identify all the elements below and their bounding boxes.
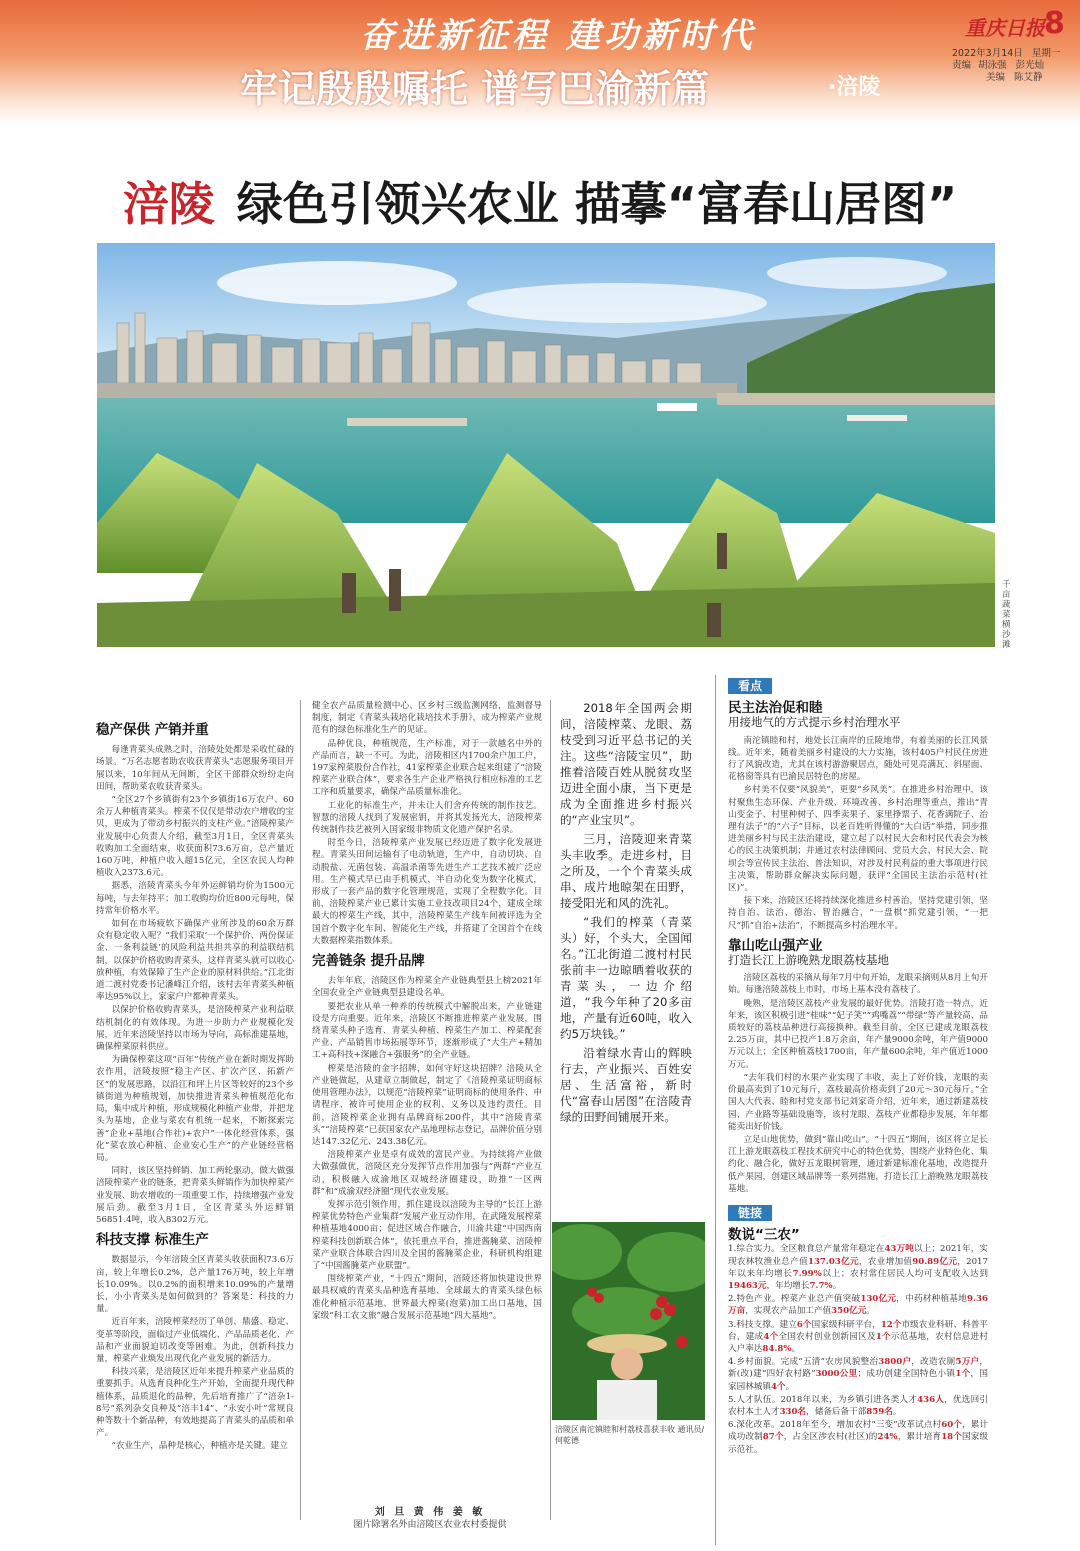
headline-location: 涪陵 <box>122 177 215 231</box>
date: 2022年3月14日 <box>952 48 1023 59</box>
stat-text: 5.人才队伍。2018年以来，为乡镇引进各类人才 <box>728 1394 918 1405</box>
section-tag: 链接 <box>728 1205 772 1221</box>
stat-text: ，改造农厕 <box>911 1357 956 1368</box>
intro-block <box>560 700 692 1128</box>
paragraph: 榨菜是涪陵的金字招牌，如何守好这块招牌？涪陵从全产业链做起，从建章立制做起，制定了《涪陵榨菜证明商标使用管理办法》，以规范“涪陵榨菜”证明商标的使用条件、申请程序、被许可使用企业的权利、义务以及违约责任。目前，涪陵榨菜企业拥有品牌商标200件，其中“涪陵青菜头”“涪陵榨菜”已获国家农产品地理标志登记，品牌价值分别达147.32亿元、243.38亿元。 <box>312 1063 542 1147</box>
stat-text: 。 <box>785 1381 795 1392</box>
headline-title: 绿色引领兴农业 描摹“富春山居图” <box>236 177 958 231</box>
subsection-title: 民主法治促和睦 <box>728 700 823 717</box>
paragraph: “我们的榨菜（青菜头）好，个头大，全国闻名。”江北街道二渡村村民张前丰一边晾晒着收获的青菜头，一边介绍道，“我今年种了20多亩地，产量有近60吨，收入约5万块钱。” <box>560 915 692 1041</box>
stat-value: 137.03亿元 <box>807 1256 859 1267</box>
stat-text: 以上；农村常住居民人均可支配收入达到 <box>821 1268 988 1279</box>
stat-item <box>728 1394 988 1418</box>
stat-text: 。 <box>832 1280 842 1291</box>
paragraph: 工业化的标准生产，并未让人们舍弃传统的制作技艺。智慧的涪陵人找到了发展密钥，并将其发扬光大，涪陵榨菜传统制作技艺被列入国家级非物质文化遗产保护名录。 <box>312 800 542 836</box>
paragraph: 要把农业从单一种养的传统模式中解脱出来，产业链建设是方向重要。近年来，涪陵区不断推进榨菜产业发展，围绕青菜头种子选育、青菜头种植、榨菜生产加工、榨菜配套产业、产品销售市场拓展等环节，逐渐形成了“大生产+精加工+高科技+深融合+强服务”的全产业链。 <box>312 1001 542 1061</box>
series-location: ·涪陵 <box>828 75 881 100</box>
stat-item <box>728 1243 988 1292</box>
column-divider <box>550 700 551 1520</box>
right-column <box>728 678 988 1457</box>
stat-value: 130亿元 <box>860 1294 897 1305</box>
stat-text: 。 <box>791 1343 801 1354</box>
left-column <box>96 716 294 1454</box>
stat-text: ，2017年以来年均增长 <box>728 1256 988 1279</box>
paragraph: 立足山地优势，做到“靠山吃山”。“十四五”期间，该区将立足长江上游龙眼荔枝工程技术研究中心的特色优势，围绕产业特色化、集约化、融合化，做好五龙眼树管理，通过新建标准化基地，改造提升低产果园，创建区域品牌等一系列措施，打造长江上游晚熟龙眼荔枝基地。 <box>728 1134 988 1194</box>
column-divider <box>300 700 301 1520</box>
paragraph: 晚熟，是涪陵区荔枝产业发展的最好优势。涪陵打造一特点，近年来，该区积极引进“桂味”“妃子笑”“鸡嘴荔”“带绿”等产量较高、品质较好的荔枝品种进行高接换种。截至目前，全区已建成龙眼荔枝2.25万亩，其中已投产1.8万余亩，年产量9000余吨，年产值9000万元以上；全区种植荔枝1700亩，年产量600余吨，年产值近1000万元。 <box>728 998 988 1070</box>
stat-value: 19463元 <box>728 1280 767 1291</box>
stat-text: ，累计成功改制 <box>728 1420 988 1443</box>
stat-item <box>728 1356 988 1393</box>
stat-text: ，实现农产品加工产值 <box>745 1306 832 1317</box>
editor-label: 责编 <box>952 60 972 71</box>
stat-text: ，储备后备干部 <box>806 1406 867 1417</box>
stat-value: 5万户 <box>955 1357 980 1368</box>
paragraph: 如何在市场疲软下确保产业所涉及的60余万群众有稳定收入呢？“我们采取‘一个保护价、两份保证金、一条利益链’的风险利益共担共享的利益联结机制，以保护价格收购青菜头，这样青菜头就可以收心放种植，有效保障了生产企业的原材料供给。”江北街道二渡村党委书记潘峰江介绍，该村去年青菜头种植率达95%以上，家家户户都种青菜头。 <box>96 919 294 1003</box>
stat-text: ，累计培育 <box>897 1432 942 1443</box>
stat-text: 全国农村创业创新园区及 <box>778 1331 876 1342</box>
stat-value: 6个 <box>796 1319 812 1330</box>
weekday: 星期一 <box>1031 48 1061 59</box>
paragraph: 科技兴菜，是涪陵区近年来提升榨菜产业品质的重要抓手。从选育良种化生产开始，全面提升现代种植体系，品质退化的品种，先后培育推广了“涪杂1-8号”系列杂交良种及“涪丰14”、“永安小叶”常规良种等数十个新品种，有效地提高了青菜头的品质和单产。 <box>96 1367 294 1439</box>
editor-name: 胡泳强 <box>978 60 1007 71</box>
stat-text: 6.深化改革。2018年至今，增加农村“三变”改革试点村 <box>728 1420 942 1431</box>
section-title: 稳产保供 产销并重 <box>96 722 209 738</box>
stat-value: 84.8% <box>762 1343 792 1354</box>
stat-value: 859名 <box>866 1406 893 1417</box>
stat-value: 90.89亿元 <box>912 1256 958 1267</box>
main-photo <box>97 243 995 647</box>
stat-value: 12个 <box>880 1319 902 1330</box>
stat-text: ，优选回引农村本土人才 <box>728 1394 988 1417</box>
paragraph: 三月，涪陵迎来青菜头丰收季。走进乡村，目之所及，一个个青菜头成串、成片地晾架在田野，接受阳光和风的洗礼。 <box>560 832 692 910</box>
stat-text: ，国家园林城镇 <box>728 1369 988 1392</box>
paragraph: 以保护价格收购青菜头，是涪陵榨菜产业利益联结机制化的有效体现。为进一步助力产业规模化发展，近年来涪陵坚持以市场为导向，高标准建基地，确保榨菜原料供应。 <box>96 1005 294 1053</box>
section-title: 科技支撑 标准生产 <box>96 1232 209 1249</box>
stat-item <box>728 1419 988 1456</box>
stat-value: 18个 <box>941 1432 962 1443</box>
stat-text: 4.乡村面貌。完成“五清”农房风貌整治 <box>728 1357 879 1368</box>
paragraph: 围绕榨菜产业，“十四五”期间，涪陵还将加快建设世界最具权威的青菜头品种选育基地、全球最大的青菜头绿色标准化种植示范基地、世界最大榨菜(泡菜)加工出口基地，国家级“科工农文旅”融合发展示范基地“四大基地”。 <box>312 1274 542 1321</box>
stat-value: 9.36万亩 <box>728 1294 988 1317</box>
paragraph: 健全农产品质量检测中心、区乡村三级监测网络，监测督导制度，制定《青菜头栽培化栽培技术手册》，成为榨菜产业规范有的绿色标准化生产的见证。 <box>312 701 542 736</box>
stat-value: 1个 <box>955 1369 971 1380</box>
stat-text: ，占全区涉农村(社区)的 <box>783 1432 878 1443</box>
stat-value: 436人 <box>917 1394 945 1405</box>
paragraph: “去年我们村的水果产业实现了丰收，卖上了好价钱，龙眼的卖价最高卖到了10元每斤，荔枝最高价格卖到了20元～30元每斤。”全国人大代表、睦和村党支部书记刘家奇介绍，近年来，通过新建荔枝园、产业路等基础设施等，该村龙眼、荔枝产业都稳步发展，年年都能卖出好价钱。 <box>728 1072 988 1132</box>
paragraph: “全区27个乡镇街有23个乡镇街16万农户、60余万人种植青菜头。榨菜不仅仅是带动农户增收的宝贝，更成为了带动乡村振兴的支柱产业。”涪陵榨菜产业发展中心负责人介绍，截至3月1日，全区青菜头收购加工全面结束，收获面积73.6万亩，总产量近160万吨，种植户收入超15亿元，全区农民人均种植收入2373.6元。 <box>96 795 294 879</box>
stat-text: 国家级科研平台， <box>811 1319 881 1330</box>
stat-value: 1个 <box>875 1331 891 1342</box>
stat-value: 330名 <box>779 1406 807 1417</box>
designer-name: 陈艾静 <box>1014 72 1043 83</box>
photo-caption: 千亩蔬菜横沙滩 <box>1002 580 1011 650</box>
stat-text: ，中药材种植基地 <box>896 1294 968 1305</box>
stat-value: 7.99% <box>792 1268 822 1279</box>
subsection-title: 靠山吃山强产业 <box>728 937 823 954</box>
series-title: 牢记殷殷嘱托 谱写巴渝新篇 <box>240 67 710 111</box>
paragraph: 近百年来，涪陵榨菜经历了单创、鼎盛、稳定、变革等阶段，面临过产业低端化、产品品质老化、产品和产业面貌迫切改变等困难。为此，创新科技力量，榨菜产业焕发出现代化产业发展的新活力。 <box>96 1317 294 1364</box>
author-names: 刘 旦 黄 伟 姜 敏 <box>374 1507 486 1518</box>
stat-text: ，农业增加值 <box>858 1256 913 1267</box>
riverside-vegetable-scene <box>97 243 995 647</box>
paragraph: “农业生产，品种是核心，种植亦是关键。建立 <box>111 1441 288 1452</box>
stat-value: 3000公里 <box>815 1369 858 1380</box>
subsection-subtitle: 用接地气的方式提示乡村治理水平 <box>728 715 901 730</box>
paragraph: 发挥示范引领作用，抓住建设以涪陵为主导的“长江上游榨菜优势特色产业集群”发展产业互动作用，在武隆发展榨菜种植基地4000亩；促进区域合作融合，川渝共建“中国西南榨菜科技创新联合体”，依托重点平台，推进酱腌菜、涪陵榨菜产业联合体联合四川及全国的酱腌菜企业，科研机构组建了“中国酱腌菜产业联盟”。 <box>312 1199 542 1271</box>
stat-value: 60个 <box>941 1420 962 1431</box>
lychee-caption: 涪陵区南沱镇睦和村荔枝喜获丰收 通讯员/何乾德 <box>555 1425 705 1445</box>
stat-value: 3800户 <box>878 1357 912 1368</box>
editor-name: 彭光灿 <box>1015 60 1045 71</box>
stat-text: 市级农业科研、科普平台，建成 <box>728 1319 988 1342</box>
paragraph: 涪陵区荔枝的采摘从每年7月中旬开始，龙眼采摘则从8月上旬开始。每逢涪陵荔枝上市时，市场上基本没有荔枝了。 <box>728 973 988 996</box>
paragraph: 沿着绿水青山的辉映行去，产业振兴、百姓安居、生活富裕，新时代“富春山居图”在涪陵青绿的田野间铺展开来。 <box>560 1046 692 1124</box>
paragraph: 涪陵榨菜产业是卓有成效的富民产业。为持续将产业做大做强做优，涪陵区充分发挥节点作用加强与“两群”产业互动，积极融入成渝地区双城经济圈建设，助推“一区两群”和“成渝双经济圈”现代农业发展。 <box>312 1150 542 1197</box>
stat-text: 。 <box>866 1306 875 1317</box>
stat-text: 示范基地，农村信息进村入户率达 <box>728 1331 988 1354</box>
paragraph: 同时，该区坚持鲜销、加工两轮驱动，做大做强涪陵榨菜产业的链条，把青菜头鲜销作为加快榨菜产业发展、助农增收的一项重要工作，持续增强产业发展后劲。截至3月1日，全区青菜头外运鲜销56851.4吨，收入8302万元。 <box>96 1166 294 1225</box>
stat-item <box>728 1293 988 1317</box>
paragraph: 为确保榨菜这项“百年”传统产业在新时期发挥助农作用，涪陵按照“稳主产区、扩次产区、拓新产区”的发展思路，以沿江和坪上片区等较好的23个乡镇街道为种植规划，加快推进青菜头种植规范化布局，集中成片种植，形成规模化种植产业带，并把龙头为基地，企业与菜农有机统一起来，不断探索完善“企业+基地(合作社)+农户”一体化经营体系，强化“菜农放心种植、企业安心生产”的产业链经营格局。 <box>96 1055 294 1163</box>
byline <box>320 1506 540 1532</box>
stat-text: 国家级示范社。 <box>728 1432 988 1455</box>
middle-column <box>312 700 542 1323</box>
stat-text: ，新(改)建“四好农村路” <box>728 1357 988 1380</box>
stat-text: 以上；2021年，实现农林牧渔业总产值 <box>728 1244 989 1267</box>
stat-text: ，年均增长 <box>766 1280 810 1291</box>
headline <box>0 168 1080 234</box>
stat-text: 3.科技支撑。建立 <box>728 1319 797 1330</box>
paragraph: 乡村美不仅要“风貌美”，更要“乡风美”。在推进乡村治理中，该村聚焦生态环保、产业升级、环境改善、乡村治理等重点，推出“青山变金子、村里种树子、四季卖果子、家里挣票子、花香满院子、治理有法子”的“六子”目标，以老百姓听得懂的“大白话”举措，同步推进美丽乡村与民主法治建设，建立起了以村民大会和村民代表会为核心的民主决策机制；并通过农村法律顾问、党员大会、村民大会、院坝会等宣传民主法治、普法知识，对涉及村民利益的重大事项进行民主决策，帮助群众解决实际问题，获评“全国民主法治示范村(社区)”。 <box>728 785 988 894</box>
paragraph: 数据显示，今年涪陵全区青菜头收获面积73.6万亩，较上年增长0.2%，总产量176万吨，较上年增长10.09%。以0.2%的面积增来10.09%的产量增长，小小青菜头是如何做到的？答案是：科技的力量。 <box>96 1255 294 1315</box>
stat-text: 2.特色产业。榨菜产业总产值突破 <box>728 1294 861 1305</box>
lychee-photo <box>552 1222 705 1420</box>
paragraph: 时至今日，涪陵榨菜产业发展已经迈进了数字化发展进程。青菜头田间运输有了电动轨道，生产中，自动切块、自动脱盐、无菌包装、高温杀菌等先进生产工艺技术被广泛应用。生产模式早已由手机模式、半自动化变为数字化模式，形成了一套产品的数字化管理规范，实现了全程数字化。目前，涪陵榨菜产业已累计实施工业技改项目24个，建成全球最大的榨菜生产线，其中，涪陵榨菜生产线车间被评选为全国首个数字化车间、智能化生产线，并搭建了全国首个在线大数据榨菜指数体系。 <box>312 838 542 946</box>
stat-list <box>728 1243 988 1455</box>
photo-credit: 图片除署名外由涪陵区农业农村委提供 <box>353 1520 507 1530</box>
stat-value: 43万吨 <box>884 1244 914 1255</box>
section-title: 完善链条 提升品牌 <box>312 953 425 970</box>
stat-text: ；成功创建全国特色小镇 <box>857 1369 956 1380</box>
stat-text: 1.综合实力。全区粮食总产量常年稳定在 <box>728 1244 885 1255</box>
slogan: 奋进新征程 建功新时代 <box>360 16 756 56</box>
stat-value: 4个 <box>763 1331 779 1342</box>
paragraph: 据悉，涪陵青菜头今年外运鲜销均价为1500元每吨，与去年持平；加工收购均价近800元每吨，保持常年价格水平。 <box>96 881 294 916</box>
paragraph: 品种优良，种植规范，生产标准，对于一款越名中外的产品而言，缺一不可。为此，涪陵相区内1700余户加工户，197家榨菜股份合作社，41家榨菜企业联合起来组建了“涪陵榨菜产业联合体”，要求各生产企业严格执行相应标准的工艺工序和质量要求，确保产品质量标准化。 <box>312 738 542 798</box>
paragraph: 2018年全国两会期间，涪陵榨菜、龙眼、荔枝受到习近平总书记的关注。这些“涪陵宝贝”，助推着涪陵百姓从脱贫攻坚迈进全面小康，当下更是成为全面推进乡村振兴的“产业宝贝”。 <box>560 701 692 827</box>
subsection-subtitle: 打造长江上游晚熟龙眼荔枝基地 <box>728 953 889 968</box>
issue-date <box>952 48 1060 84</box>
stat-value: 87个 <box>762 1432 784 1443</box>
stat-value: 4个 <box>770 1381 786 1392</box>
page-number: 8 <box>1044 6 1065 41</box>
box-title: 数说“三农” <box>728 1227 800 1244</box>
stat-value: 24% <box>877 1432 898 1443</box>
stat-value: 7.7% <box>809 1280 833 1291</box>
paragraph: 接下来，涪陵区还将持续深化推进乡村善治，坚持党建引领，坚持自治、法治、德治、智治融合，“一盘棋”抓党建引领，“一把尺”抓“自治+法治”，不断提高乡村治理水平。 <box>728 896 988 931</box>
paragraph: 去年年底，涪陵区作为榨菜全产业链典型县上榜2021年全国农业全产业链典型县建设名单。 <box>312 976 542 999</box>
stat-item <box>728 1319 988 1356</box>
stat-value: 350亿元 <box>831 1306 867 1317</box>
designer-label: 美编 <box>986 72 1006 83</box>
lychee-harvest-scene <box>552 1222 705 1420</box>
section-tag: 看点 <box>728 678 772 694</box>
column-divider <box>715 675 716 1545</box>
paragraph: 南沱镇睦和村，地处长江南岸的丘陵地带，有着美丽的长江风景线。近年来，随着美丽乡村建设的大力实施，该村405户村民住房进行了风貌改造，尤其在该村游游聚居点，随处可见亮满瓦、斜屋面、花格窗等具有巴渝民居特色的房屋。 <box>728 735 988 783</box>
newspaper-name: 重庆日报 <box>965 16 1045 40</box>
paragraph: 每逢青菜头成熟之时，涪陵处处都是采收忙碌的场景。“万名志愿者助农收获青菜头”志愿服务项目开展以来，10年间从无间断，全区干部群众纷纷走向田间，帮助菜农收获青菜头。 <box>96 745 294 792</box>
stat-text: 。 <box>892 1406 902 1417</box>
